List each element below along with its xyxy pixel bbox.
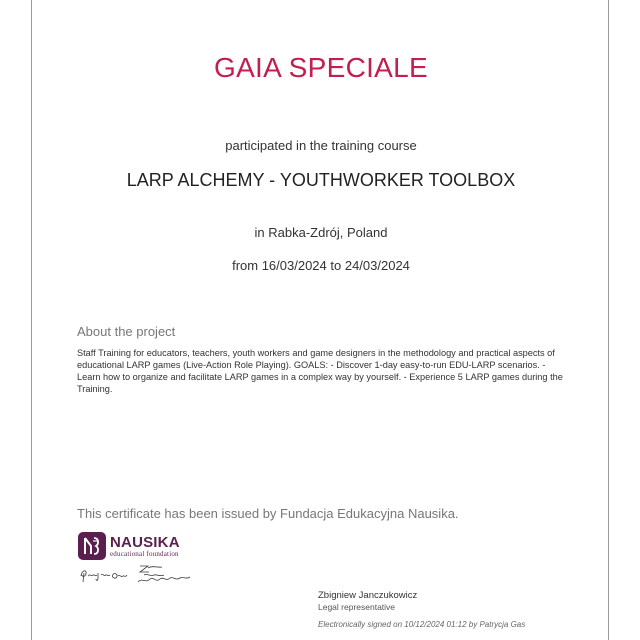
about-text: Staff Training for educators, teachers, youth workers and game designers in the methodology and practical aspects of educational LARP games (Live-Action Role Playing). GOALS: - Discover 1-day easy-to-run EDU-LARP scenarios. - Learn how to organize and facilitate LARP games in a complex way by yourself. - Experience 5 LARP games during the Training. [77, 348, 563, 394]
nausika-logo [78, 531, 203, 561]
issuer-statement: This certificate has been issued by Fundacja Edukacyjna Nausika. [77, 506, 459, 521]
signer-role: Legal representative [318, 602, 396, 612]
certificate-page [31, 0, 609, 640]
signature-patrycja-gas [81, 571, 127, 582]
course-title: LARP ALCHEMY - YOUTHWORKER TOOLBOX [126, 170, 516, 190]
signature-zbigniew-janczukowicz [138, 566, 190, 582]
nausika-logo-icon [78, 532, 106, 560]
signer-name: Zbigniew Janczukowicz [318, 590, 418, 601]
participation-statement: participated in the training course [225, 138, 417, 153]
logo-subtitle: educational foundation [110, 549, 179, 558]
handwritten-signatures [78, 562, 198, 588]
course-location: in Rabka-Zdrój, Poland [254, 225, 388, 240]
logo-name: NAUSIKA [110, 533, 180, 551]
course-dates: from 16/03/2024 to 24/03/2024 [232, 258, 410, 273]
about-heading: About the project [77, 324, 176, 339]
recipient-name: GAIA SPECIALE [214, 52, 428, 83]
electronic-signature-note: Electronically signed on 10/12/2024 01:12 by Patrycja Gas [318, 620, 526, 629]
